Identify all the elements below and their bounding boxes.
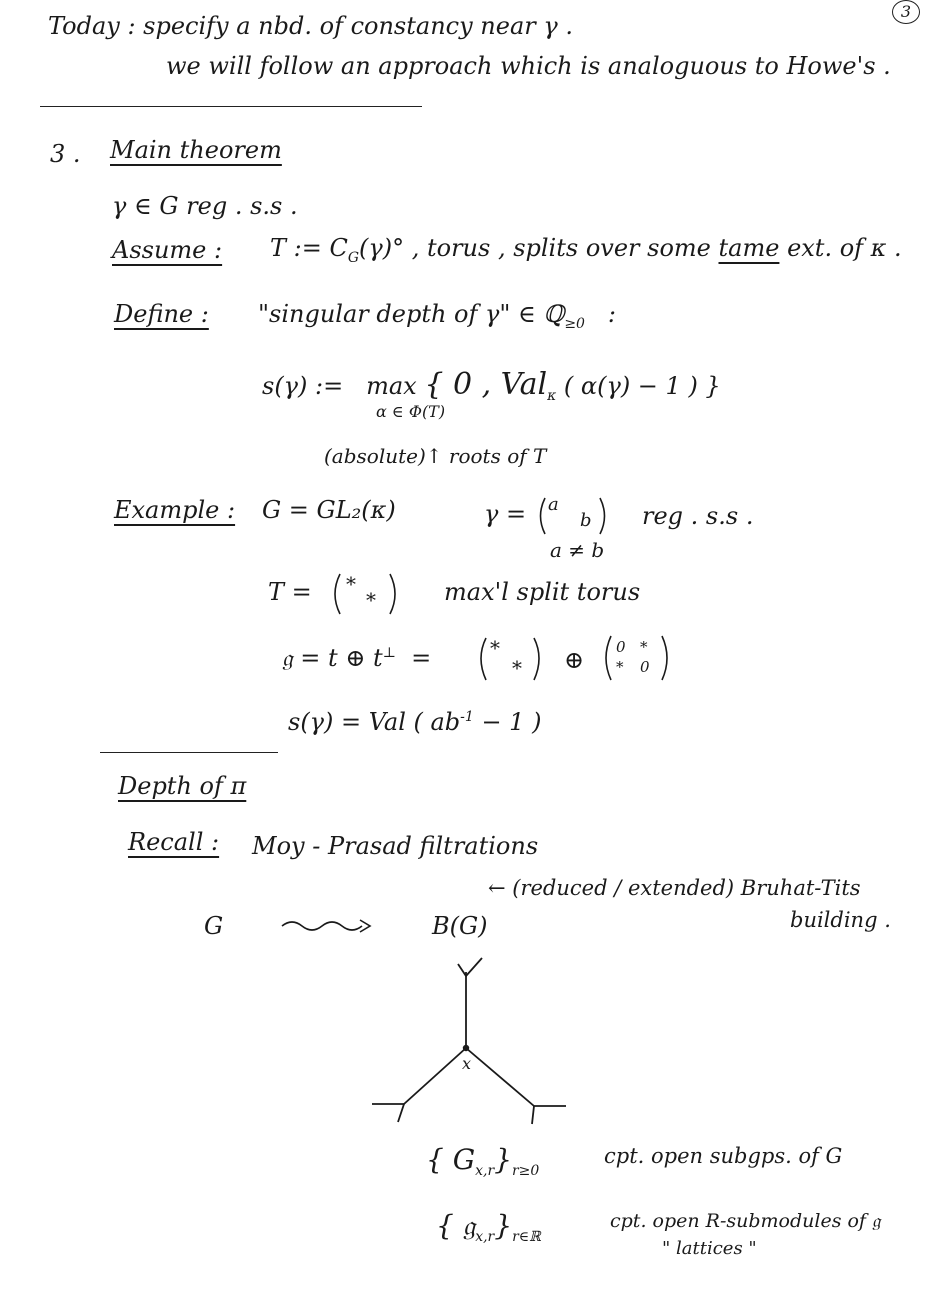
filtration-lie: { $𝔤_{x,r}\}_{r\in ℝ}$ [436,1209,541,1245]
example-s-gamma: s(γ) = Val ( $ab^{-1} - 1$ ) [288,708,542,736]
lie-oplus: ⊕ [564,646,585,674]
example-g-def: G = GL₂(κ) [262,496,396,524]
example-reg-ss: reg . s.s . [642,502,754,530]
filtration-lie-desc: cpt. open R-submodules of 𝔤 [610,1210,881,1232]
squiggle-arrow [282,922,362,930]
lie-n22: 0 [640,658,650,676]
torus-bracket-right [390,574,395,614]
recall-label: Recall : [128,828,220,856]
torus-entry-2: * [366,588,376,612]
lie-n12: * [640,638,648,656]
depth-title: Depth of π [118,772,247,800]
bt-note-line-1: ← (reduced / extended) Bruhat-Tits [488,876,861,900]
lie-entry-1: * [490,636,500,660]
assume-text: T := $C_G(\gamma)^\circ$ , torus , splits over some tame ext. of κ . [270,234,902,266]
recall-text: Moy - Prasad filtrations [252,832,539,860]
point-x-dot [463,1045,469,1051]
a-ne-b: a ≠ b [550,538,605,562]
intro-line-2: we will follow an approach which is analoguous to Howe's . [166,52,891,80]
group-g: G [204,912,224,940]
page-number: 3 [892,0,920,24]
torus-bracket-left [335,574,340,614]
torus-entry-1: * [346,572,356,596]
roots-note: (absolute)↑ roots of T [324,444,547,468]
gamma-bracket-left [541,498,546,534]
point-x-label: x [462,1054,472,1073]
setup-line: γ ∈ G reg . s.s . [112,192,298,220]
lie-entry-2: * [512,656,522,680]
bt-note-line-2: building . [790,908,891,932]
matrix-entry-a: a [548,494,559,515]
lie-bracket-2-right [662,636,667,680]
filtration-group-desc: cpt. open subgps. of G [604,1144,843,1168]
torus-eq: T = [268,578,312,606]
building-bg: B(G) [432,912,488,940]
formula-subscript: α ∈ Φ(T) [376,402,446,421]
example-label: Example : [114,496,236,524]
lie-n11: 0 [616,638,626,656]
lie-bracket-2-left [606,636,611,680]
building-sketch [372,958,566,1124]
lie-bracket-1-left [481,638,486,680]
filtration-group: { $G_{x,r}\}_{r\ge 0}$ [426,1143,540,1179]
gamma-bracket-right [600,498,605,534]
torus-text: max'l split torus [444,578,641,606]
intro-line-1: Today : specify a nbd. of constancy near γ . [48,12,573,40]
example-gamma-eq: γ = [484,500,527,528]
lie-algebra-eq: 𝔤 = t ⊕ t⊥ = [282,644,432,672]
assume-label: Assume : [112,236,223,264]
lie-n21: * [616,658,624,676]
section-title: Main theorem [110,136,282,164]
matrix-entry-b: b [580,510,592,531]
section-number: 3 . [50,140,81,168]
assume-tame: tame [718,234,780,262]
depth-formula: s(γ) := max { 0 , Val$_\kappa$ ( α(γ) − 1 ) } [262,367,721,404]
lattices-note: " lattices " [662,1238,757,1259]
lie-bracket-1-right [534,638,539,680]
define-label: Define : [114,300,209,328]
define-text: "singular depth of γ" ∈ ℚ$_{\ge 0}$ : [258,300,616,332]
